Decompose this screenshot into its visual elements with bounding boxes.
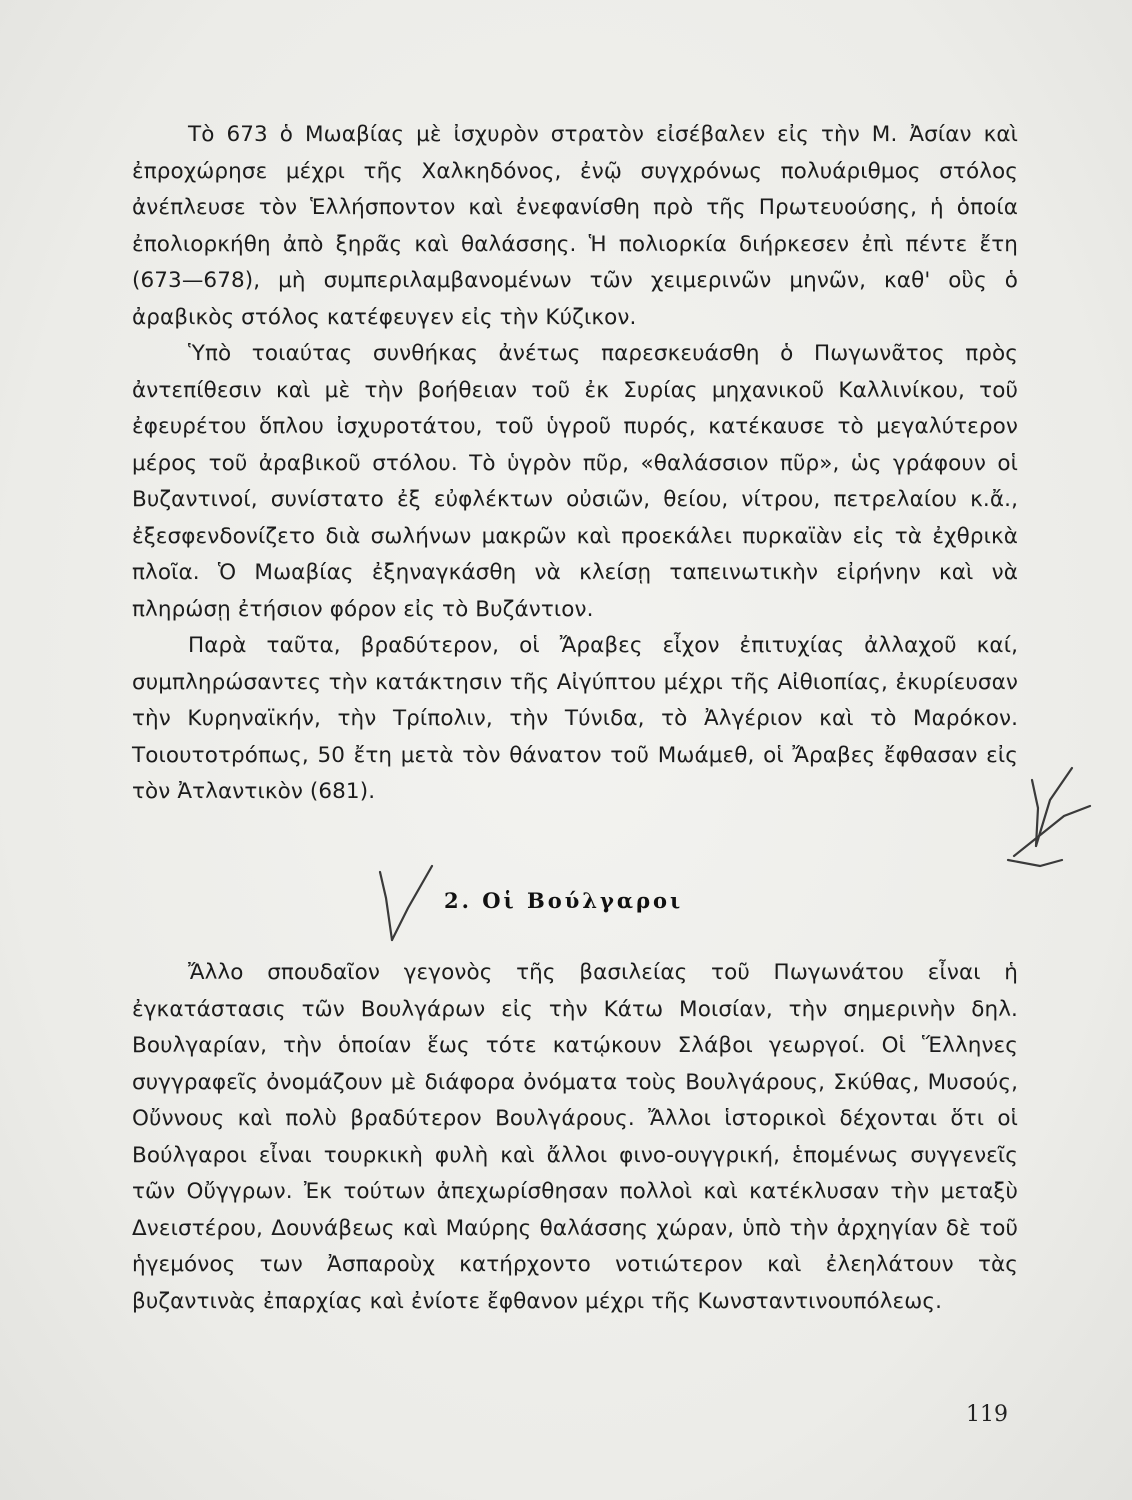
check-mark-icon (1008, 768, 1090, 866)
paragraph-bulgarians-settlement: Ἄλλο σπουδαῖον γεγονὸς τῆς βασιλείας τοῦ Πωγωνάτου εἶναι ἡ ἐγκατάστασις τῶν Βουλγάρων εἰς τὴν Κάτω Μοισίαν, τὴν σημερινὴν δηλ. Βουλγαρίαν, τὴν ὁποίαν ἕως τότε κατῴκουν Σλάβοι γεωργοί. Οἱ Ἕλληνες συγγραφεῖς ὀνομάζουν μὲ διάφορα ὀνόματα τοὺς Βουλγάρους, Σκύθας, Μυσούς, Οὔννους καὶ πολὺ βραδύτερον Βουλγάρους. Ἄλλοι ἱστορικοὶ δέχονται ὅτι οἱ Βούλγαροι εἶναι τουρκικὴ φυλὴ καὶ ἄλλοι φινο-ουγγρική, ἑπομένως συγγενεῖς τῶν Οὔγγρων. Ἐκ τούτων ἀπεχωρίσθησαν πολλοὶ καὶ κατέκλυσαν τὴν μεταξὺ Δνειστέρου, Δουνάβεως καὶ Μαύρης θαλάσσης χώραν, ὑπὸ τὴν ἀρχηγίαν δὲ τοῦ ἡγεμόνος των Ἀσπαροὺχ κατήρχοντο νοτιώτερον καὶ ἐλεηλάτουν τὰς βυζαντινὰς ἐπαρχίας καὶ ἐνίοτε ἔφθανον μέχρι τῆς Κωνσταντινουπόλεως. (132, 960, 1018, 1314)
page-number: 119 (966, 1402, 1008, 1427)
heading-check-mark-icon (380, 866, 432, 940)
paragraph-arab-conquests: Παρὰ ταῦτα, βραδύτερον, οἱ Ἄραβες εἶχον ἐπιτυχίας ἀλλαχοῦ καί, συμπληρώσαντες τὴν κατάκτησιν τῆς Αἰγύπτου μέχρι τῆς Αἰθιοπίας, ἐκυρίευσαν τὴν Κυρηναϊκήν, τὴν Τρίπολιν, τὴν Τύνιδα, τὸ Ἀλγέριον καὶ τὸ Μαρόκον. Τοιουτοτρόπως, 50 ἔτη μετὰ τὸν θάνατον τοῦ Μωάμεθ, οἱ Ἄραβες ἔφθασαν εἰς τὸν Ἀτλαντικὸν (681). (132, 633, 1018, 804)
body-text-section-1 (132, 117, 1018, 811)
body-text-section-2 (132, 955, 1018, 1320)
paragraph-moawiya-siege: Τὸ 673 ὁ Μωαβίας μὲ ἰσχυρὸν στρατὸν εἰσέβαλεν εἰς τὴν Μ. Ἀσίαν καὶ ἐπροχώρησε μέχρι τῆς Χαλκηδόνος, ἐνῷ συγχρόνως πολυάριθμος στόλος ἀνέπλευσε τὸν Ἑλλήσποντον καὶ ἐνεφανίσθη πρὸ τῆς Πρωτευούσης, ἡ ὁποία ἐπολιορκήθη ἀπὸ ξηρᾶς καὶ θαλάσσης. Ἡ πολιορκία διήρκεσεν ἐπὶ πέντε ἔτη (673—678), μὴ συμπεριλαμβανομένων τῶν χειμερινῶν μηνῶν, καθ' οὓς ὁ ἀραβικὸς στόλος κατέφευγεν εἰς τὴν Κύζικον. (132, 122, 1018, 330)
paragraph-greek-fire: Ὑπὸ τοιαύτας συνθήκας ἀνέτως παρεσκευάσθη ὁ Πωγωνᾶτος πρὸς ἀντεπίθεσιν καὶ μὲ τὴν βοήθειαν τοῦ ἐκ Συρίας μηχανικοῦ Καλλινίκου, τοῦ ἐφευρέτου ὅπλου ἰσχυροτάτου, τοῦ ὑγροῦ πυρός, κατέκαυσε τὸ μεγαλύτερον μέρος τοῦ ἀραβικοῦ στόλου. Τὸ ὑγρὸν πῦρ, «θαλάσσιον πῦρ», ὡς γράφουν οἱ Βυζαντινοί, συνίστατο ἐξ εὐφλέκτων οὐσιῶν, θείου, νίτρου, πετρελαίου κ.ἄ., ἐξεσφενδονίζετο διὰ σωλήνων μακρῶν καὶ προεκάλει πυρκαϊὰν εἰς τὰ ἐχθρικὰ πλοῖα. Ὁ Μωαβίας ἐξηναγκάσθη νὰ κλείσῃ ταπεινωτικὴν εἰρήνην καὶ νὰ πληρώσῃ ἐτήσιον φόρον εἰς τὸ Βυζάντιον. (132, 341, 1018, 622)
section-heading-bulgarians: 2. Οἱ Βούλγαροι (444, 888, 684, 913)
